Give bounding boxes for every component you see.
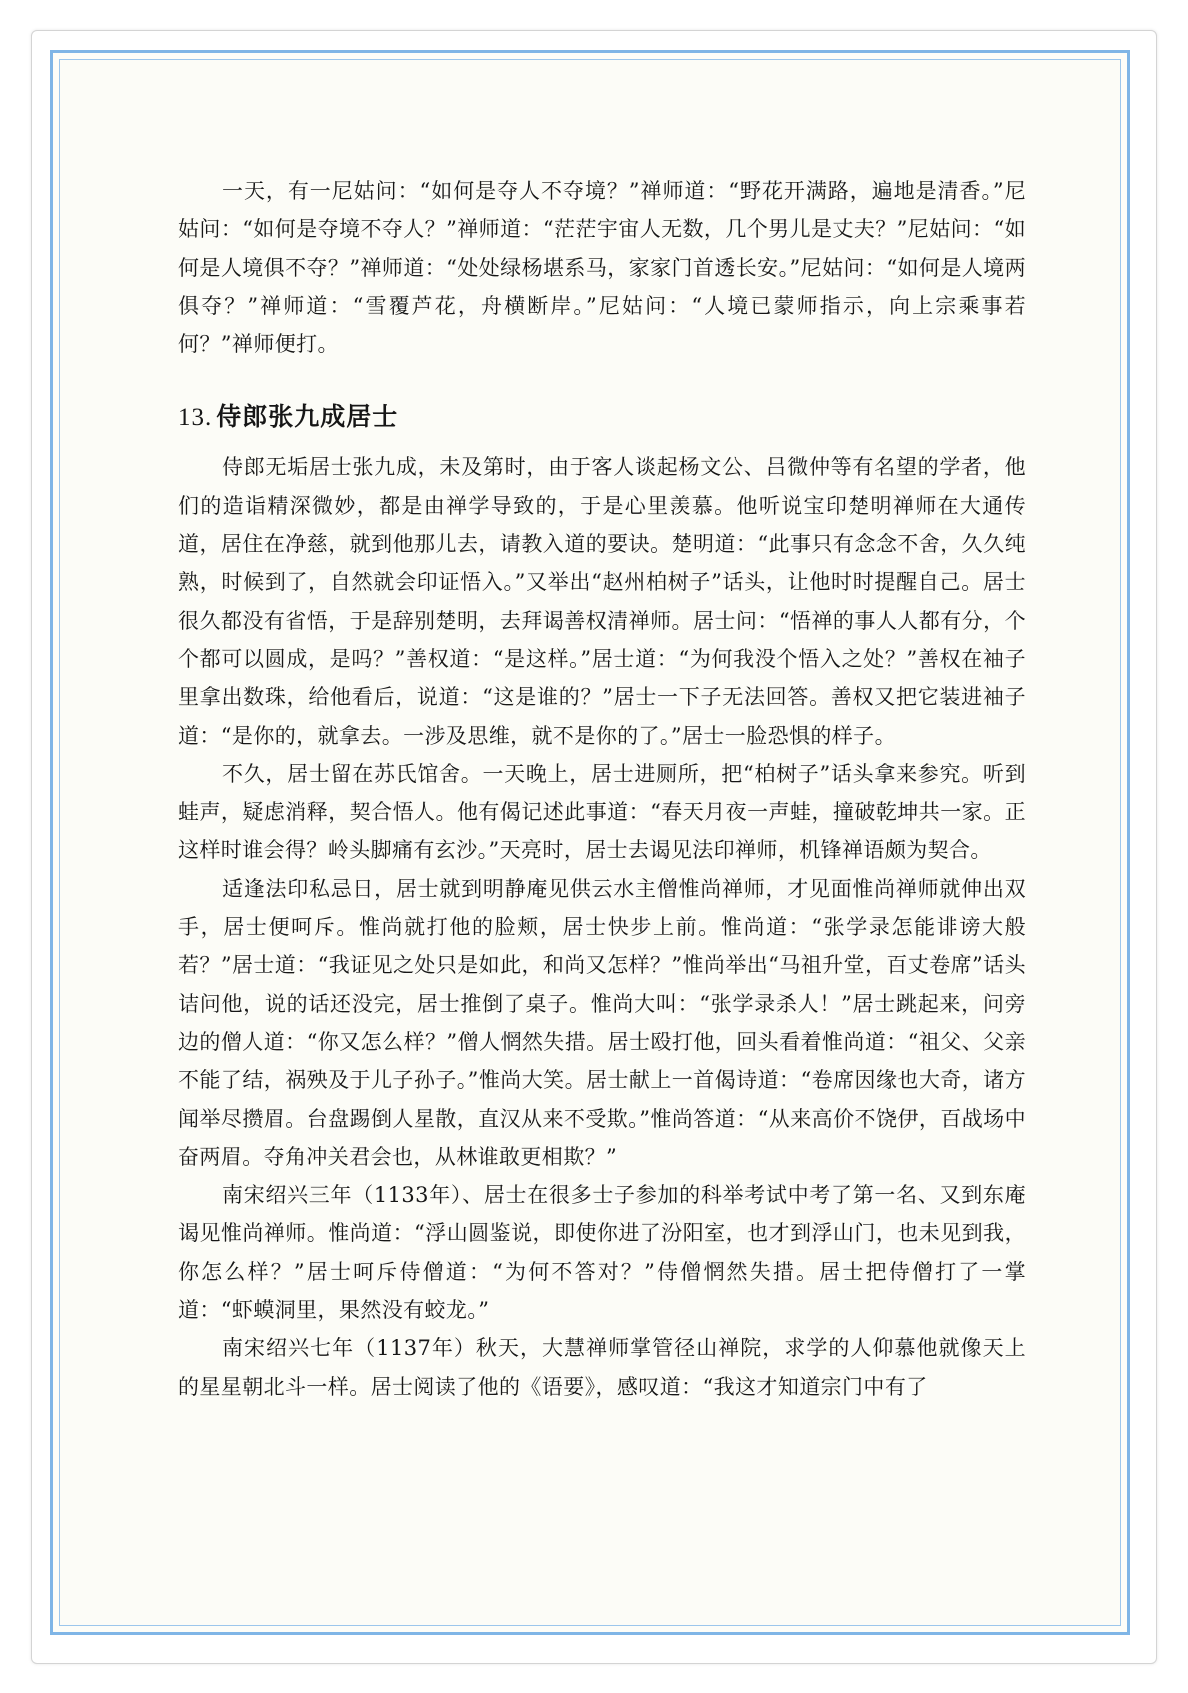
page-content — [178, 172, 1026, 1406]
section-title: 侍郎张九成居士 — [216, 402, 399, 432]
section-number: 13. — [178, 404, 213, 432]
body-paragraph-3: 适逢法印私忌日，居士就到明静庵见供云水主僧惟尚禅师，才见面惟尚禅师就伸出双手，居士便呵斥。惟尚就打他的脸颊，居士快步上前。惟尚道：“张学录怎能诽谤大般若？”居士道：“我证见之处只是如此，和尚又怎样？”惟尚举出“马祖升堂，百丈卷席”话头诘问他，说的话还没完，居士推倒了桌子。惟尚大叫：“张学录杀人！”居士跳起来，问旁边的僧人道：“你又怎么样？”僧人惘然失措。居士殴打他，回头看着惟尚道：“祖父、父亲不能了结，祸殃及于儿子孙子。”惟尚大笑。居士献上一首偈诗道：“卷席因缘也大奇，诸方闻举尽攒眉。台盘踢倒人星散，直汉从来不受欺。”惟尚答道：“从来高价不饶伊，百战场中奋两眉。夺角冲关君会也，从林谁敢更相欺？” — [178, 876, 1026, 1169]
body-paragraph-2: 不久，居士留在苏氏馆舍。一天晚上，居士进厕所，把“柏树子”话头拿来参究。听到蛙声，疑虑消释，契合悟人。他有偈记述此事道：“春天月夜一声蛙，撞破乾坤共一家。正这样时谁会得？岭头脚痛有玄沙。”天亮时，居士去谒见法印禅师，机锋禅语颇为契合。 — [178, 761, 1026, 863]
intro-paragraph: 一天，有一尼姑问：“如何是夺人不夺境？”禅师道：“野花开满路，遍地是清香。”尼姑问：“如何是夺境不夺人？”禅师道：“茫茫宇宙人无数，几个男儿是丈夫？”尼姑问：“如何是人境俱不夺？”禅师道：“处处绿杨堪系马，家家门首透长安。”尼姑问：“如何是人境两俱夺？”禅师道：“雪覆芦花，舟横断岸。”尼姑问：“人境已蒙师指示，向上宗乘事若何？”禅师便打。 — [178, 179, 1026, 357]
body-paragraph-1: 侍郎无垢居士张九成，未及第时，由于客人谈起杨文公、吕微仲等有名望的学者，他们的造诣精深微妙，都是由禅学导致的，于是心里羡慕。他听说宝印楚明禅师在大通传道，居住在净慈，就到他那儿去，请教入道的要诀。楚明道：“此事只有念念不舍，久久纯熟，时候到了，自然就会印证悟入。”又举出“赵州柏树子”话头，让他时时提醒自己。居士很久都没有省悟，于是辞别楚明，去拜谒善权清禅师。居士问：“悟禅的事人人都有分，个个都可以圆成，是吗？”善权道：“是这样。”居士道：“为何我没个悟入之处？”善权在袖子里拿出数珠，给他看后，说道：“这是谁的？”居士一下子无法回答。善权又把它装进袖子道：“是你的，就拿去。一涉及思维，就不是你的了。”居士一脸恐惧的样子。 — [178, 455, 1026, 748]
section-heading — [178, 397, 1026, 438]
body-paragraph-5: 南宋绍兴七年（1137年）秋天，大慧禅师掌管径山禅院，求学的人仰慕他就像天上的星星朝北斗一样。居士阅读了他的《语要》，感叹道：“我这才知道宗门中有了 — [178, 1336, 1026, 1399]
body-paragraph-4: 南宋绍兴三年（1133年）、居士在很多士子参加的科举考试中考了第一名、又到东庵谒见惟尚禅师。惟尚道：“浮山圆鉴说，即使你进了汾阳室，也才到浮山门，也未见到我，你怎么样？”居士呵斥侍僧道：“为何不答对？”侍僧惘然失措。居士把侍僧打了一掌道：“虾蟆洞里，果然没有蛟龙。” — [178, 1183, 1026, 1323]
